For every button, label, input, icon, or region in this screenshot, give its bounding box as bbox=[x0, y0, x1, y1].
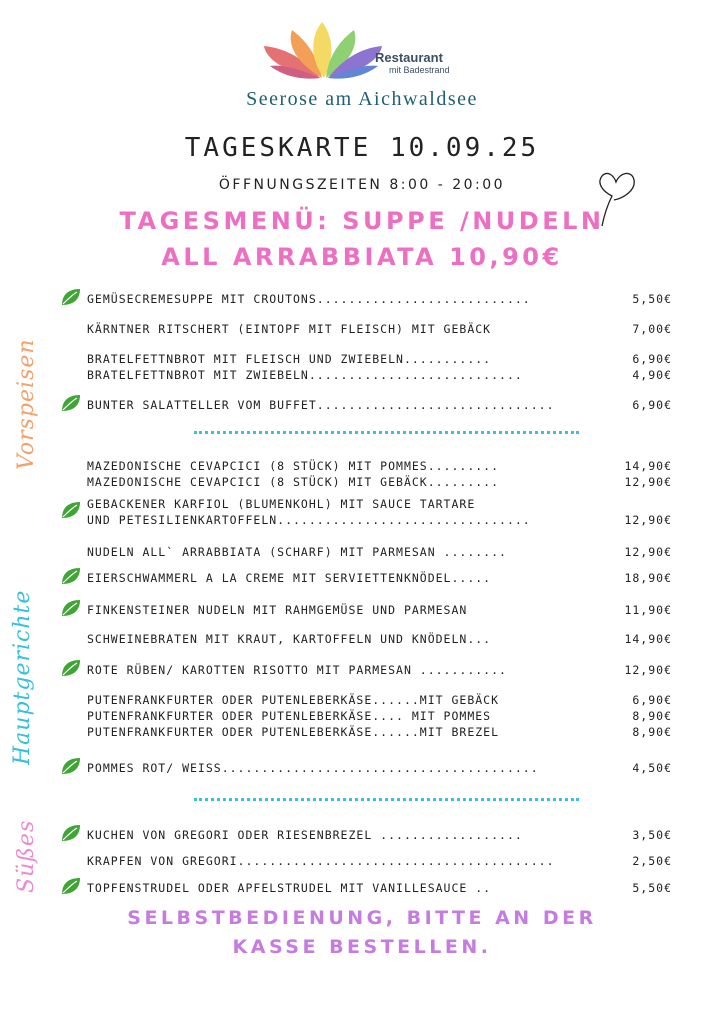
item-price: 12,90€ bbox=[624, 513, 672, 527]
leaf-icon bbox=[60, 756, 82, 776]
menu-item bbox=[87, 398, 672, 412]
item-name: GEBACKENER KARFIOL (BLUMENKOHL) MIT SAUCE TARTARE bbox=[87, 497, 476, 511]
item-name: BRATELFETTNBROT MIT FLEISCH UND ZWIEBELN........... bbox=[87, 352, 492, 366]
menu-item bbox=[87, 603, 672, 617]
menu-item bbox=[87, 881, 672, 895]
footer-line-1: SELBSTBEDIENUNG, BITTE AN DER bbox=[127, 907, 597, 929]
leaf-icon bbox=[60, 598, 82, 618]
item-price: 2,50€ bbox=[632, 854, 672, 868]
menu-item bbox=[87, 709, 672, 723]
item-price: 3,50€ bbox=[632, 828, 672, 842]
item-price: 18,90€ bbox=[624, 571, 672, 585]
page-title: TAGESKARTE 10.09.25 bbox=[184, 133, 540, 163]
section-divider bbox=[194, 798, 579, 801]
menu-item bbox=[87, 292, 672, 306]
footer-line-2: KASSE BESTELLEN. bbox=[232, 936, 492, 958]
section-label-starters: Vorspeisen bbox=[14, 338, 39, 470]
item-name: FINKENSTEINER NUDELN MIT RAHMGEMÜSE UND PARMESAN bbox=[87, 603, 468, 617]
brand-line-2: mit Badestrand bbox=[389, 65, 450, 75]
menu-item bbox=[87, 761, 672, 775]
restaurant-name: Seerose am Aichwaldsee bbox=[246, 88, 478, 110]
leaf-icon bbox=[60, 393, 82, 413]
item-name: ROTE RÜBEN/ KAROTTEN RISOTTO MIT PARMESAN ........... bbox=[87, 663, 507, 677]
menu-item bbox=[87, 475, 672, 489]
item-price: 4,50€ bbox=[632, 761, 672, 775]
item-name: EIERSCHWAMMERL A LA CREME MIT SERVIETTENKNÖDEL..... bbox=[87, 571, 492, 585]
menu-item bbox=[87, 497, 672, 511]
item-price: 5,50€ bbox=[632, 881, 672, 895]
section-divider bbox=[194, 431, 579, 434]
leaf-icon bbox=[60, 500, 82, 520]
item-price: 12,90€ bbox=[624, 475, 672, 489]
item-name: KUCHEN VON GREGORI ODER RIESENBREZEL .................. bbox=[87, 828, 523, 842]
menu-item bbox=[87, 663, 672, 677]
item-name: TOPFENSTRUDEL ODER APFELSTRUDEL MIT VANILLESAUCE .. bbox=[87, 881, 492, 895]
item-name: PUTENFRANKFURTER ODER PUTENLEBERKÄSE......MIT BREZEL bbox=[87, 725, 500, 739]
item-name: PUTENFRANKFURTER ODER PUTENLEBERKÄSE.... MIT POMMES bbox=[87, 709, 492, 723]
item-name: UND PETESILIENKARTOFFELN................................ bbox=[87, 513, 531, 527]
item-name: SCHWEINEBRATEN MIT KRAUT, KARTOFFELN UND KNÖDELN... bbox=[87, 632, 492, 646]
menu-item bbox=[87, 854, 672, 868]
opening-hours: ÖFFNUNGSZEITEN 8:00 - 20:00 bbox=[218, 177, 506, 193]
leaf-icon bbox=[60, 823, 82, 843]
item-price: 6,90€ bbox=[632, 398, 672, 412]
item-price: 6,90€ bbox=[632, 352, 672, 366]
item-name: KRAPFEN VON GREGORI........................................ bbox=[87, 854, 555, 868]
brand-line-1: Restaurant bbox=[375, 50, 443, 65]
menu-item bbox=[87, 545, 672, 559]
item-price: 12,90€ bbox=[624, 663, 672, 677]
menu-item bbox=[87, 828, 672, 842]
daily-special-line-1: TAGESMENÜ: SUPPE /NUDELN bbox=[119, 207, 605, 235]
item-name: BRATELFETTNBROT MIT ZWIEBELN........................... bbox=[87, 368, 523, 382]
menu-item bbox=[87, 632, 672, 646]
section-label-mains: Hauptgerichte bbox=[10, 589, 35, 765]
leaf-icon bbox=[60, 876, 82, 896]
menu-item bbox=[87, 693, 672, 707]
item-price: 6,90€ bbox=[632, 693, 672, 707]
menu-item bbox=[87, 322, 672, 336]
leaf-icon bbox=[60, 566, 82, 586]
item-name: BUNTER SALATTELLER VOM BUFFET.............................. bbox=[87, 398, 555, 412]
leaf-icon bbox=[60, 658, 82, 678]
menu-item bbox=[87, 513, 672, 527]
item-name: MAZEDONISCHE CEVAPCICI (8 STÜCK) MIT POMMES......... bbox=[87, 459, 500, 473]
item-name: KÄRNTNER RITSCHERT (EINTOPF MIT FLEISCH) MIT GEBÄCK bbox=[87, 322, 492, 336]
item-price: 8,90€ bbox=[632, 725, 672, 739]
menu-item bbox=[87, 459, 672, 473]
menu-item bbox=[87, 725, 672, 739]
leaf-icon bbox=[60, 287, 82, 307]
item-price: 12,90€ bbox=[624, 545, 672, 559]
item-price: 14,90€ bbox=[624, 632, 672, 646]
item-name: MAZEDONISCHE CEVAPCICI (8 STÜCK) MIT GEBÄCK......... bbox=[87, 475, 500, 489]
item-name: POMMES ROT/ WEISS........................................ bbox=[87, 761, 539, 775]
item-name: PUTENFRANKFURTER ODER PUTENLEBERKÄSE......MIT GEBÄCK bbox=[87, 693, 500, 707]
item-price: 8,90€ bbox=[632, 709, 672, 723]
item-price: 11,90€ bbox=[624, 603, 672, 617]
item-price: 4,90€ bbox=[632, 368, 672, 382]
menu-item bbox=[87, 352, 672, 366]
item-price: 7,00€ bbox=[632, 322, 672, 336]
item-price: 14,90€ bbox=[624, 459, 672, 473]
daily-special-line-2: ALL ARRABBIATA 10,90€ bbox=[161, 243, 563, 271]
item-name: GEMÜSECREMESUPPE MIT CROUTONS........................... bbox=[87, 292, 531, 306]
menu-item bbox=[87, 368, 672, 382]
menu-item bbox=[87, 571, 672, 585]
section-label-desserts: Süßes bbox=[14, 819, 39, 893]
item-name: NUDELN ALL` ARRABBIATA (SCHARF) MIT PARMESAN ........ bbox=[87, 545, 507, 559]
item-price: 5,50€ bbox=[632, 292, 672, 306]
